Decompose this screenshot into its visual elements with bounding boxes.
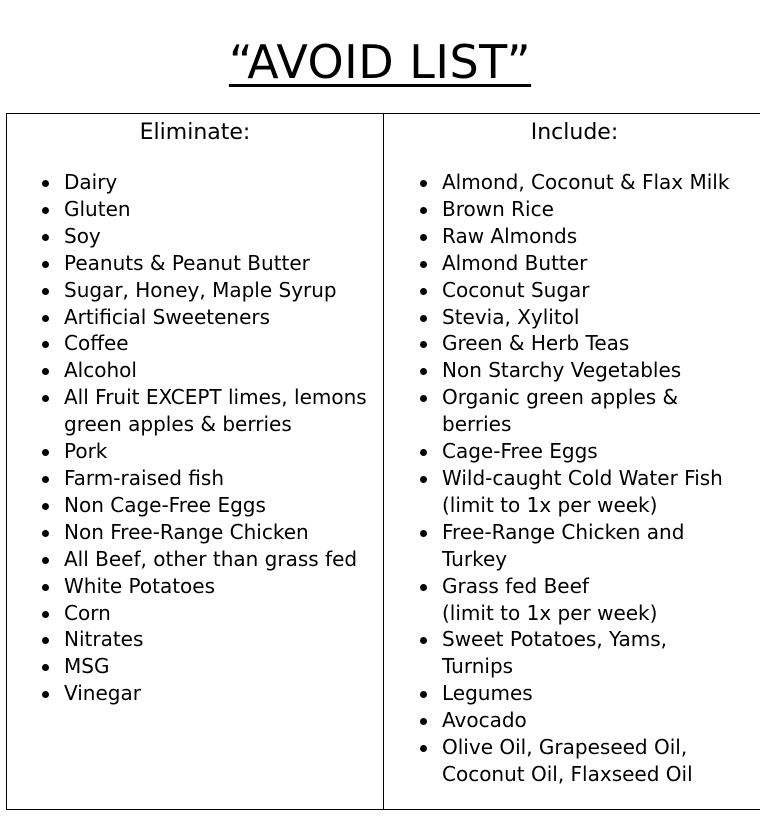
list-item (417, 169, 760, 196)
list-item-label: Farm-raised fish (64, 465, 224, 490)
bullet-icon (420, 368, 427, 375)
list-item-label: Artificial Sweeteners (64, 304, 271, 329)
list-item-label: Non Starchy Vegetables (442, 358, 682, 383)
list-item-label: Brown Rice (442, 196, 554, 221)
list-item-label: Grass fed Beef (limit to 1x per week) (442, 573, 658, 625)
bullet-icon (420, 449, 427, 456)
list-item (39, 546, 384, 573)
bullet-icon (42, 476, 49, 483)
list-item (39, 357, 384, 384)
list-item (39, 438, 384, 465)
list-item-label: Peanuts & Peanut Butter (64, 250, 310, 275)
page-title-text: “AVOID LIST” (228, 35, 532, 89)
list-item (39, 519, 384, 546)
list-item-label: Free-Range Chicken and Turkey (442, 519, 685, 571)
bullet-icon (42, 315, 49, 322)
list-item-label: Legumes (442, 681, 533, 706)
bullet-icon (420, 637, 427, 644)
list-item-label: MSG (64, 654, 110, 679)
bullet-icon (420, 288, 427, 295)
list-item-label: All Beef, other than grass fed (64, 546, 358, 571)
list-item (39, 600, 384, 627)
bullet-icon (420, 207, 427, 214)
list-item-label: Coconut Sugar (442, 277, 590, 302)
list-item-label: White Potatoes (64, 573, 215, 598)
bullet-icon (42, 341, 49, 348)
list-item (39, 653, 384, 680)
list-item-label: Sweet Potatoes, Yams, Turnips (442, 627, 668, 679)
bullet-icon (420, 261, 427, 268)
list-item-label: Nitrates (64, 627, 144, 652)
eliminate-list (39, 169, 384, 707)
avoid-include-table (6, 113, 760, 810)
bullet-icon (42, 288, 49, 295)
list-item (417, 519, 760, 573)
bullet-icon (42, 691, 49, 698)
list-item-label: Wild-caught Cold Water Fish (limit to 1x per week) (442, 465, 723, 517)
bullet-icon (42, 611, 49, 618)
list-item (39, 277, 384, 304)
list-item (39, 465, 384, 492)
bullet-icon (42, 503, 49, 510)
list-item-label: Corn (64, 600, 111, 625)
list-item (39, 492, 384, 519)
bullet-icon (42, 368, 49, 375)
bullet-icon (42, 530, 49, 537)
eliminate-heading: Eliminate: (139, 120, 251, 145)
list-item (417, 680, 760, 707)
list-item (417, 734, 760, 788)
list-item-label: Non Free-Range Chicken (64, 519, 309, 544)
list-item (417, 438, 760, 465)
list-item (417, 573, 760, 627)
list-item (417, 196, 760, 223)
list-item-label: Olive Oil, Grapeseed Oil, Coconut Oil, Flaxseed Oil (442, 735, 693, 786)
list-item-label: Dairy (64, 170, 118, 194)
bullet-icon (420, 584, 427, 591)
list-item (39, 384, 384, 438)
list-item (39, 223, 384, 250)
include-heading: Include: (530, 120, 619, 145)
list-item (417, 707, 760, 734)
list-item (39, 196, 384, 223)
list-item-label: Pork (64, 439, 108, 464)
bullet-icon (42, 180, 49, 187)
bullet-icon (420, 530, 427, 537)
bullet-icon (420, 476, 427, 483)
bullet-icon (420, 691, 427, 698)
list-item (417, 465, 760, 519)
bullet-icon (420, 180, 427, 187)
list-item (39, 680, 384, 707)
list-item (417, 330, 760, 357)
list-item-label: Green & Herb Teas (442, 331, 630, 356)
list-item (39, 626, 384, 653)
include-column (384, 114, 760, 809)
list-item (417, 277, 760, 304)
bullet-icon (42, 234, 49, 241)
list-item-label: Almond Butter (442, 250, 588, 275)
bullet-icon (420, 745, 427, 752)
bullet-icon (42, 637, 49, 644)
list-item (417, 304, 760, 331)
bullet-icon (420, 234, 427, 241)
bullet-icon (420, 315, 427, 322)
list-item-label: Gluten (64, 196, 131, 221)
list-item (417, 250, 760, 277)
eliminate-column (7, 114, 384, 809)
bullet-icon (42, 207, 49, 214)
list-item-label: Avocado (442, 708, 527, 733)
page-title (0, 34, 760, 90)
list-item-label: Almond, Coconut & Flax Milk (442, 170, 730, 194)
list-item (417, 357, 760, 384)
list-item (39, 250, 384, 277)
bullet-icon (42, 584, 49, 591)
bullet-icon (42, 395, 49, 402)
bullet-icon (42, 664, 49, 671)
list-item (39, 304, 384, 331)
list-item-label: Stevia, Xylitol (442, 304, 580, 329)
bullet-icon (420, 395, 427, 402)
bullet-icon (420, 341, 427, 348)
bullet-icon (420, 718, 427, 725)
list-item (417, 626, 760, 680)
list-item-label: Soy (64, 223, 101, 248)
list-item-label: Raw Almonds (442, 223, 578, 248)
list-item-label: Coffee (64, 331, 129, 356)
list-item (39, 573, 384, 600)
list-item-label: Vinegar (64, 681, 141, 706)
list-item-label: All Fruit EXCEPT limes, lemons green apples & berries (64, 385, 367, 437)
list-item (39, 330, 384, 357)
list-item (417, 223, 760, 250)
list-item-label: Organic green apples & berries (442, 385, 679, 437)
list-item-label: Sugar, Honey, Maple Syrup (64, 277, 337, 302)
list-item-label: Alcohol (64, 358, 137, 383)
list-item (417, 384, 760, 438)
bullet-icon (42, 449, 49, 456)
list-item-label: Non Cage-Free Eggs (64, 492, 266, 517)
bullet-icon (42, 261, 49, 268)
bullet-icon (42, 557, 49, 564)
list-item-label: Cage-Free Eggs (442, 439, 598, 464)
include-list (417, 169, 760, 788)
list-item (39, 169, 384, 196)
